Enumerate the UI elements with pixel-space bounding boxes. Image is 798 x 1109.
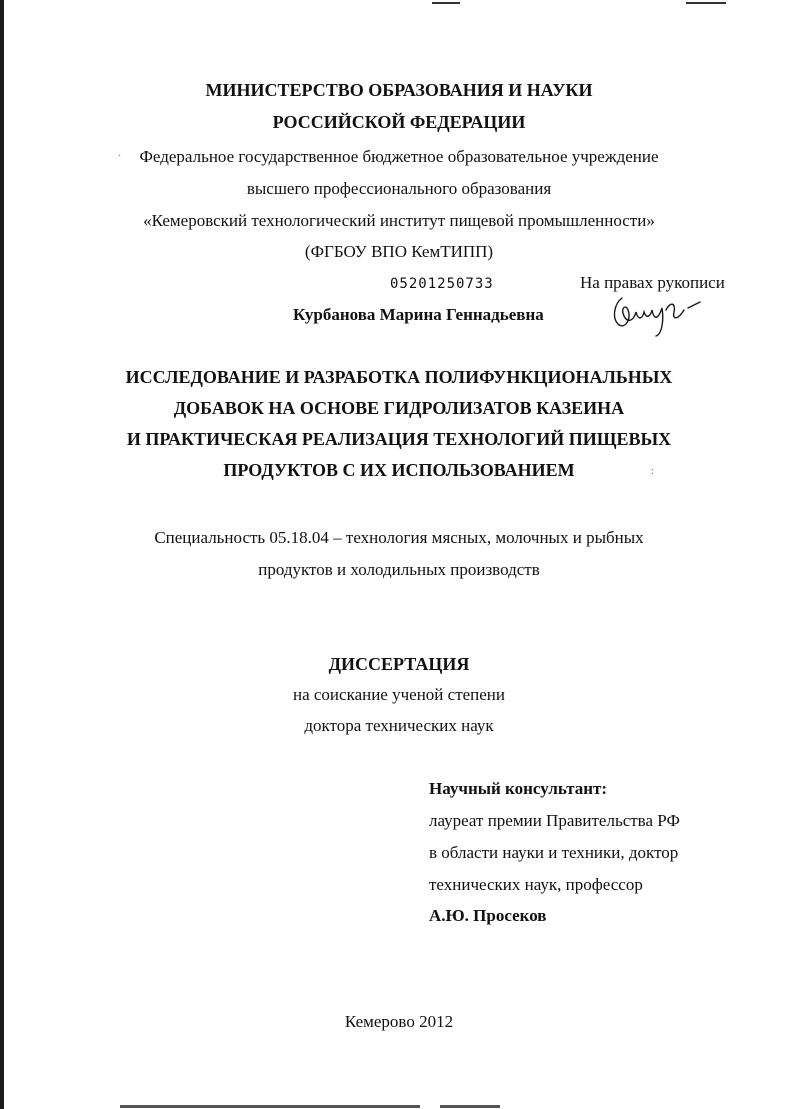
consultant-line-1: лауреат премии Правительства РФ: [429, 811, 680, 830]
consultant-label: Научный консультант:: [429, 779, 608, 798]
specialty-line-2: продуктов и холодильных производств: [258, 560, 540, 579]
institution-line-2: высшего профессионального образования: [246, 179, 552, 198]
consultant-name: А.Ю. Просеков: [429, 906, 547, 925]
signature-image: [604, 290, 704, 342]
specialty-line-1: Специальность 05.18.04 – технология мясных, молочных и рыбных: [154, 528, 644, 547]
scan-artifact: [120, 1105, 420, 1108]
ministry-line-2: РОССИЙСКОЙ ФЕДЕРАЦИИ: [272, 112, 526, 132]
scan-artifact: [686, 2, 726, 4]
title-line-3: И ПРАКТИЧЕСКАЯ РЕАЛИЗАЦИЯ ТЕХНОЛОГИЙ ПИЩЕВЫХ: [126, 429, 672, 449]
title-line-2: ДОБАВОК НА ОСНОВЕ ГИДРОЛИЗАТОВ КАЗЕИНА: [173, 398, 625, 418]
author-name: Курбанова Марина Геннадьевна: [293, 305, 544, 324]
institution-abbreviation: (ФГБОУ ВПО КемТИПП): [304, 242, 494, 261]
institution-line-1: Федеральное государственное бюджетное образовательное учреждение: [139, 147, 659, 166]
consultant-line-3: технических наук, профессор: [429, 875, 643, 894]
scan-artifact: [440, 1105, 500, 1108]
institution-line-3: «Кемеровский технологический институт пищевой промышленности»: [143, 211, 655, 230]
title-line-1: ИССЛЕДОВАНИЕ И РАЗРАБОТКА ПОЛИФУНКЦИОНАЛЬНЫХ: [125, 367, 673, 387]
scan-mark: :: [651, 466, 654, 477]
scan-artifact: [432, 2, 460, 4]
dissertation-heading: ДИССЕРТАЦИЯ: [328, 654, 470, 674]
ministry-line-1: МИНИСТЕРСТВО ОБРАЗОВАНИЯ И НАУКИ: [205, 80, 593, 100]
degree-line-1: на соискание ученой степени: [292, 685, 506, 704]
city-year: Кемерово 2012: [344, 1012, 454, 1031]
registry-number: 05201250733: [390, 276, 494, 292]
consultant-line-2: в области науки и техники, доктор: [429, 843, 679, 862]
degree-line-2: доктора технических наук: [304, 716, 494, 735]
manuscript-note: На правах рукописи: [580, 273, 725, 292]
scan-mark: ·: [118, 151, 122, 162]
title-line-4: ПРОДУКТОВ С ИХ ИСПОЛЬЗОВАНИЕМ: [223, 460, 575, 480]
